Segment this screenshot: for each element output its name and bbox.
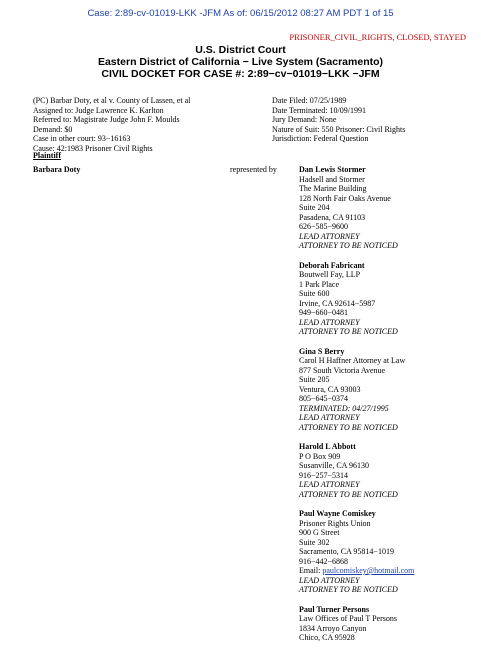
docket-title bbox=[0, 44, 481, 80]
attorney-entry bbox=[299, 509, 469, 595]
attorney-address-line: 916−257−5314 bbox=[299, 470, 349, 480]
attorney-address-line: 1 Park Place bbox=[299, 279, 339, 289]
attorney-address-line: Pasadena, CA 91103 bbox=[299, 212, 366, 222]
attorney-address-line: 805−645−0374 bbox=[299, 394, 349, 403]
attorney-role: TERMINATED: 04/27/1995 bbox=[299, 403, 389, 413]
attorney-address-line: 877 South Victoria Avenue bbox=[299, 365, 386, 375]
attorney-role: LEAD ATTORNEY bbox=[299, 480, 360, 489]
jurisdiction: Jurisdiction: Federal Question bbox=[272, 134, 369, 143]
attorney-address-line: 949−660−0481 bbox=[299, 308, 349, 317]
attorney-address-line: Irvine, CA 92614−5987 bbox=[299, 298, 376, 308]
party-name: Barbara Doty bbox=[33, 165, 81, 174]
attorney-name: Gina S Berry bbox=[299, 346, 345, 356]
attorney-address-line: 128 North Fair Oaks Avenue bbox=[299, 193, 391, 203]
attorney-role: ATTORNEY TO BE NOTICED bbox=[299, 241, 398, 250]
attorney-address-line: 916−442−6868 bbox=[299, 556, 349, 566]
attorney-address-line: P O Box 909 bbox=[299, 451, 341, 461]
attorney-role: ATTORNEY TO BE NOTICED bbox=[299, 422, 398, 432]
attorney-role: LEAD ATTORNEY bbox=[299, 413, 360, 422]
jury-demand: Jury Demand: None bbox=[272, 115, 337, 124]
case-info-right bbox=[272, 96, 405, 144]
attorney-name: Paul Turner Persons bbox=[299, 604, 370, 614]
attorney-role: ATTORNEY TO BE NOTICED bbox=[299, 327, 398, 336]
attorney-address-line: Chico, CA 95928 bbox=[299, 633, 355, 642]
attorney-address-line: Ventura, CA 93003 bbox=[299, 384, 361, 394]
attorney-name: Paul Wayne Comiskey bbox=[299, 509, 376, 518]
referred-judge: Referred to: Magistrate Judge John F. Moulds bbox=[33, 115, 180, 124]
attorney-name: Harold L Abbott bbox=[299, 442, 356, 451]
attorney-role: ATTORNEY TO BE NOTICED bbox=[299, 489, 398, 499]
attorney-address-line: Hadsell and Stormer bbox=[299, 174, 365, 184]
demand: Demand: $0 bbox=[33, 124, 73, 134]
court-name: U.S. District Court bbox=[195, 44, 286, 56]
attorney-entry bbox=[299, 261, 469, 337]
attorney-list bbox=[299, 165, 469, 653]
attorney-address-line: Boutwell Fay, LLP bbox=[299, 270, 361, 279]
email-label: Email: bbox=[299, 566, 323, 575]
date-terminated: Date Terminated: 10/09/1991 bbox=[272, 105, 366, 115]
attorney-role: ATTORNEY TO BE NOTICED bbox=[299, 585, 398, 594]
attorney-address-line: Susanville, CA 96130 bbox=[299, 461, 370, 470]
attorney-address-line: The Marine Building bbox=[299, 184, 367, 193]
attorney-address-line: Suite 302 bbox=[299, 537, 330, 547]
cause: Cause: 42:1983 Prisoner Civil Rights bbox=[33, 143, 153, 153]
attorney-entry bbox=[299, 605, 469, 643]
case-info-left bbox=[33, 96, 190, 153]
attorney-address-line: Carol H Haffner Attorney at Law bbox=[299, 356, 406, 365]
case-flags: PRISONER_CIVIL_RIGHTS, CLOSED, STAYED bbox=[289, 32, 466, 42]
attorney-address-line: Suite 204 bbox=[299, 203, 330, 212]
attorney-address-line: Suite 600 bbox=[299, 289, 330, 298]
district-name: Eastern District of California − Live System (Sacramento) bbox=[97, 56, 384, 68]
docket-case-number: CIVIL DOCKET FOR CASE #: 2:89−cv−01019−LKK −JFM bbox=[101, 68, 380, 80]
represented-by-label: represented by bbox=[230, 165, 277, 174]
attorney-address-line: 900 G Street bbox=[299, 528, 340, 537]
section-plaintiff: Plaintiff bbox=[33, 151, 61, 160]
attorney-address-line: Suite 205 bbox=[299, 375, 330, 384]
page-header: Case: 2:89-cv-01019-LKK -JFM As of: 06/15/2012 08:27 AM PDT 1 of 15 bbox=[87, 8, 394, 19]
attorney-role: LEAD ATTORNEY bbox=[299, 317, 360, 327]
attorney-address-line: 1834 Arroyo Canyon bbox=[299, 623, 367, 633]
attorney-address-line: Law Offices of Paul T Persons bbox=[299, 614, 397, 623]
attorney-address-line: Sacramento, CA 95814−1019 bbox=[299, 547, 394, 556]
attorney-entry bbox=[299, 165, 469, 251]
email-link[interactable]: paulcomiskey@hotmail.com bbox=[322, 566, 415, 575]
attorney-role: LEAD ATTORNEY bbox=[299, 575, 360, 585]
attorney-address-line: 626−585−9600 bbox=[299, 222, 349, 231]
other-court-case: Case in other court: 93−16163 bbox=[33, 134, 131, 143]
attorney-address-line: Prisoner Rights Union bbox=[299, 518, 371, 528]
case-caption: (PC) Barbar Doty, et al v. County of Lassen, et al bbox=[33, 96, 191, 105]
attorney-role: LEAD ATTORNEY bbox=[299, 231, 360, 241]
attorney-email-line bbox=[299, 566, 469, 576]
date-filed: Date Filed: 07/25/1989 bbox=[272, 96, 347, 105]
attorney-name: Deborah Fabricant bbox=[299, 260, 365, 270]
attorney-name: Dan Lewis Stormer bbox=[299, 165, 366, 174]
assigned-judge: Assigned to: Judge Lawrence K. Karlton bbox=[33, 105, 164, 115]
attorney-entry bbox=[299, 347, 469, 433]
nature-of-suit: Nature of Suit: 550 Prisoner: Civil Rights bbox=[272, 124, 406, 134]
attorney-entry bbox=[299, 442, 469, 499]
